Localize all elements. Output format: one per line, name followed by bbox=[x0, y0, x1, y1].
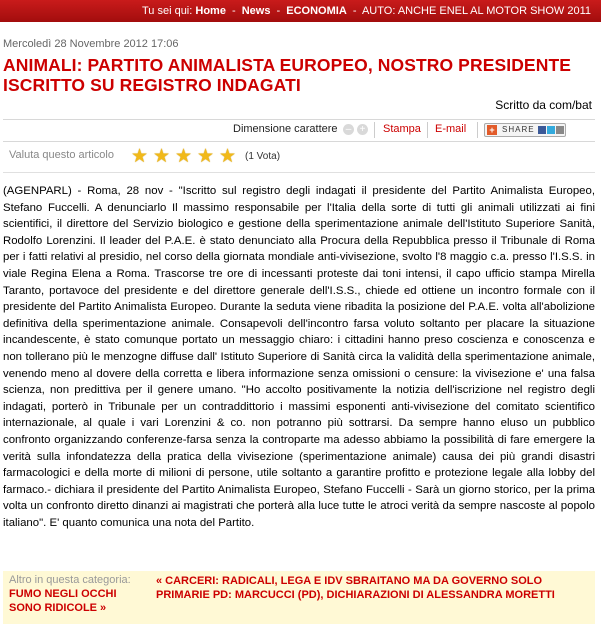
article-title[interactable]: ANIMALI: PARTITO ANIMALISTA EUROPEO, NOSTRO PRESIDENTE ISCRITTO SU REGISTRO INDAGATI bbox=[3, 55, 572, 95]
breadcrumb-news-link[interactable]: News bbox=[241, 5, 271, 17]
toolbar-divider bbox=[374, 122, 375, 138]
star-icon[interactable]: ★ bbox=[175, 146, 193, 167]
share-label: SHARE bbox=[502, 125, 535, 134]
facebook-icon bbox=[538, 126, 546, 134]
breadcrumb-economia-link[interactable]: ECONOMIA bbox=[286, 5, 347, 17]
related-next-link[interactable]: « CARCERI: RADICALI, LEGA E IDV SBRAITANO MA DA GOVERNO SOLO PRIMARIE PD: MARCUCCI (PD), DICHIARAZIONI DI ALESSANDRA MORETTI bbox=[156, 575, 555, 601]
email-share-icon bbox=[556, 126, 564, 134]
email-link[interactable]: E-mail bbox=[435, 123, 467, 135]
star-icon[interactable]: ★ bbox=[131, 146, 149, 167]
breadcrumb-prefix: Tu sei qui: bbox=[141, 5, 193, 17]
related-articles bbox=[3, 571, 595, 624]
related-category-label: Altro in questa categoria: bbox=[9, 574, 131, 586]
vote-count: (1 Vota) bbox=[245, 151, 281, 162]
toolbar-divider bbox=[477, 122, 478, 138]
share-button[interactable] bbox=[484, 123, 566, 137]
article-date: Mercoledì 28 Novembre 2012 17:06 bbox=[3, 38, 179, 50]
font-size-label: Dimensione carattere bbox=[233, 123, 338, 135]
rating-label: Valuta questo articolo bbox=[9, 149, 114, 161]
print-link[interactable]: Stampa bbox=[383, 123, 421, 135]
rating-bar bbox=[3, 140, 595, 173]
article-toolbar bbox=[3, 119, 595, 142]
twitter-icon bbox=[547, 126, 555, 134]
star-icon[interactable]: ★ bbox=[197, 146, 215, 167]
related-prev-link[interactable]: FUMO NEGLI OCCHI SONO RIDICOLE » bbox=[9, 588, 117, 614]
article-author: Scritto da com/bat bbox=[495, 98, 592, 112]
breadcrumb-separator: - bbox=[232, 5, 236, 17]
share-plus-icon: + bbox=[487, 125, 497, 135]
increase-font-icon[interactable]: + bbox=[357, 124, 368, 135]
star-icon[interactable]: ★ bbox=[219, 146, 237, 167]
decrease-font-icon[interactable]: – bbox=[343, 124, 354, 135]
toolbar-divider bbox=[427, 122, 428, 138]
breadcrumb-home-link[interactable]: Home bbox=[195, 5, 226, 17]
breadcrumb-separator: - bbox=[352, 5, 357, 17]
breadcrumb-separator: - bbox=[276, 5, 281, 17]
article-body: (AGENPARL) - Roma, 28 nov - "Iscritto sul registro degli indagati il presidente del Partito Animalista Europeo, Stefano Fuccelli. A denunciarlo Il massimo responsabile per l'Italia della sorte di tutti gli animali utilizzati ai fini scientifici, il direttore del Servizio biologico e gestione della sperimentazione animale dell'Istituto Superiore Sanità, Rodolfo Lorenzini. Il leader del P.A.E. è stato denunciato alla Procura della Repubblica presso il Tribunale di Roma per i fatti relativi al presidio, nel corso della giornata mondiale anti-vivisezione, svolto l'8 maggio c.a. presso l'I.S.S. in viale Regina Elena a Roma. Trascorse tre ore di incessanti proteste dai toni intensi, il capo ufficio stampa Mirella Taranto, portavoce del presidente e del direttore generale dell'I.S.S., chiede ed ottiene un incontro formale con il presidente del Partito Animalista Europeo. Durante la seduta viene ribadita la posizione del P.A.E. volta all'abolizione definitiva della sperimentazione animale. Consapevoli dell'incontro farsa voluto soltanto per placare la situazione incandescente, è stato comunque portato un messaggio chiaro: i cittadini hanno preso coscienza e conoscenza e non tollerano più le menzogne diffuse dall' Istituto Superiore di Sanità circa la validità della sperimentazione animale, venendo meno al dovere della corretta e libera informazione senza omissioni o censure: la vivisezione e' una falsa scienza, non predittiva per il genere umano. "Ho accolto positivamente la notizia dell'iscrizione nel registro degli indagati, porterò in Tribunale per un contraddittorio i massimi esponenti anti-vivisezione del comitato scientifico internazionale, al quale i vari Lorenzini & co. non potranno più sottrarsi. Da sempre hanno eluso un pubblico confronto organizzando conferenze-farsa senza la controparte ma adesso abbiamo la possibilità di fare emergere la verità sulla infondatezza della pratica della vivisezione (sperimentazione animale) causa dei più grandi disastri farmacologici e della morte di milioni di persone, utile soltanto a garantire profitto e protezione legale alla lobby del farmaco.- dichiara il presidente del Partito Animalista Europeo, Stefano Fuccelli - Sarà un giorno storico, per la prima volta un confronto diretto dinanzi ai magistrati che porterà alla luce tutte le atroci verità da sempre nascoste al popolo italiano". E' quanto comunica una nota del Partito. bbox=[3, 185, 595, 529]
breadcrumb-current: AUTO: ANCHE ENEL AL MOTOR SHOW 2011 bbox=[361, 5, 591, 17]
breadcrumb-bar bbox=[0, 0, 601, 22]
star-icon[interactable]: ★ bbox=[153, 146, 171, 167]
